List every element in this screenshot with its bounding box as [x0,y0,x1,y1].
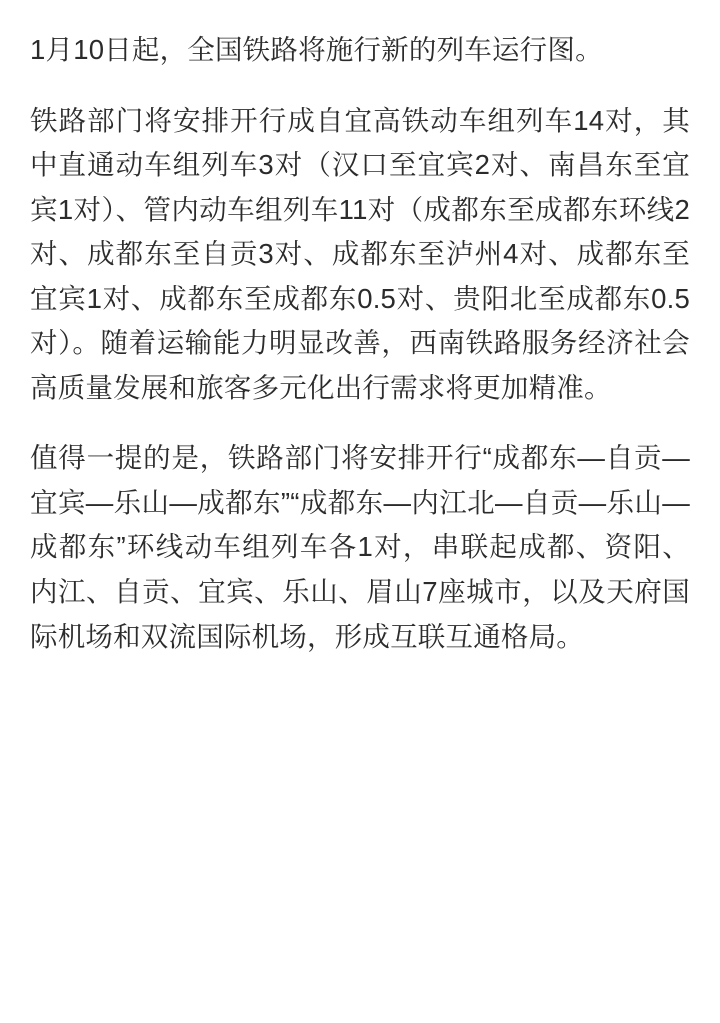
paragraph: 1月10日起，全国铁路将施行新的列车运行图。 [30,34,603,65]
paragraph: 铁路部门将安排开行成自宜高铁动车组列车14对，其中直通动车组列车3对（汉口至宜宾2对、南昌东至宜宾1对）、管内动车组列车11对（成都东至成都东环线2对、成都东至自贡3对、成都东至泸州4对、成都东至宜宾1对、成都东至成都东0.5对、贵阳北至成都东0.5对）。随着运输能力明显改善，西南铁路服务经济社会高质量发展和旅客多元化出行需求将更加精准。 [30,104,690,403]
paragraph: 值得一提的是，铁路部门将安排开行“成都东—自贡—宜宾—乐山—成都东”“成都东—内江北—自贡—乐山—成都东”环线动车组列车各1对，串联起成都、资阳、内江、自贡、宜宾、乐山、眉山7座城市，以及天府国际机场和双流国际机场，形成互联互通格局。 [30,442,690,652]
